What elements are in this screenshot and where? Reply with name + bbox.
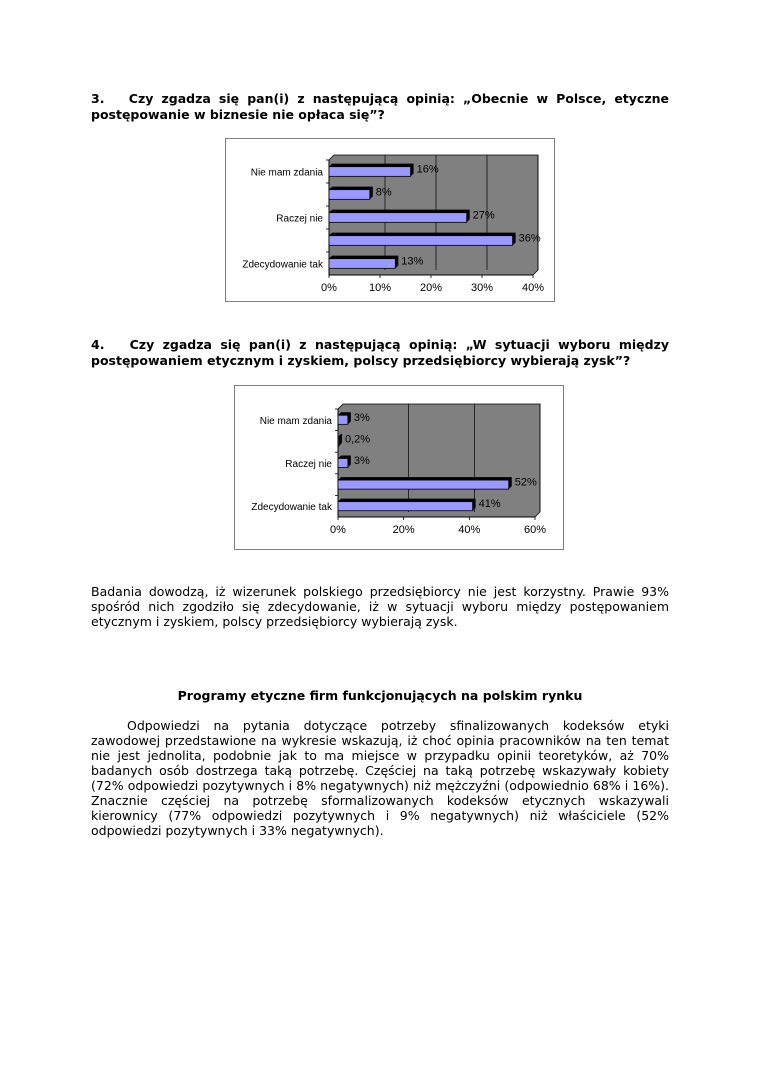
category-label: Zdecydowanie tak bbox=[242, 259, 323, 271]
bar bbox=[329, 259, 395, 269]
x-tick-label: 20% bbox=[392, 524, 415, 536]
x-tick-label: 0% bbox=[321, 282, 337, 294]
bar bbox=[329, 167, 411, 177]
x-tick-label: 40% bbox=[458, 524, 481, 536]
chart-q3 bbox=[226, 139, 554, 301]
data-label: 0,2% bbox=[345, 433, 371, 446]
x-tick-label: 20% bbox=[419, 282, 443, 294]
category-label: Zdecydowanie tak bbox=[251, 502, 332, 514]
section-paragraph: Odpowiedzi na pytania dotyczące potrzeby sfinalizowanych kodeksów etyki zawodowej przedstawione na wykresie wskazują, iż choć opinia pracowników na ten temat nie jest jednolita, podobnie jak to ma miejsce w przypadku opinii teoretyków, aż 70% badanych osób dostrzega taką potrzebę. Częściej na taką potrzebę wskazywały kobiety (72% odpowiedzi pozytywnych i 8% negatywnych) niż mężczyźni (odpowiednio 68% i 16%). Znacznie częściej na potrzebę sformalizowanych kodeksów etycznych wskazywali kierownicy (77% odpowiedzi pozytywnych i 9% negatywnych) niż właściciele (52% odpowiedzi pozytywnych i 33% negatywnych). bbox=[91, 718, 669, 838]
category-label: Nie mam zdania bbox=[259, 415, 332, 427]
question-4 bbox=[91, 337, 669, 369]
data-label: 13% bbox=[401, 255, 424, 268]
x-tick-label: 10% bbox=[368, 282, 392, 294]
data-label: 8% bbox=[375, 186, 392, 199]
question-3 bbox=[91, 91, 669, 123]
data-label: 52% bbox=[514, 476, 537, 489]
data-label: 36% bbox=[518, 232, 541, 245]
data-label: 16% bbox=[416, 163, 439, 176]
bar bbox=[338, 437, 339, 446]
chart-q4 bbox=[235, 386, 563, 549]
x-tick-label: 40% bbox=[521, 282, 545, 294]
bar bbox=[338, 502, 473, 511]
bar bbox=[329, 190, 370, 200]
chart-q4-frame bbox=[234, 385, 564, 550]
category-label: Raczej nie bbox=[285, 459, 332, 470]
question-3-text: Czy zgadza się pan(i) z następującą opinią: „Obecnie w Polsce, etyczne postępowanie w biznesie nie opłaca się”? bbox=[91, 91, 669, 122]
x-tick-label: 30% bbox=[470, 282, 494, 294]
bar bbox=[329, 213, 467, 223]
data-label: 3% bbox=[353, 411, 370, 424]
category-label: Nie mam zdania bbox=[250, 167, 323, 179]
bar bbox=[338, 480, 509, 489]
question-4-text: Czy zgadza się pan(i) z następującą opinią: „W sytuacji wyboru między postępowaniem etycznym i zyskiem, polscy przedsiębiorcy wybierają zysk”? bbox=[91, 337, 669, 368]
bar bbox=[338, 415, 348, 424]
bar bbox=[329, 236, 513, 246]
chart-q3-frame bbox=[225, 138, 555, 302]
conclusion-paragraph: Badania dowodzą, iż wizerunek polskiego przedsiębiorcy nie jest korzystny. Prawie 93% spośród nich zgodziło się zdecydowanie, iż w sytuacji wyboru między postępowaniem etycznym i zyskiem, polscy przedsiębiorcy wybierają zysk. bbox=[91, 584, 669, 629]
x-tick-label: 0% bbox=[330, 524, 346, 536]
question-4-number: 4. bbox=[91, 337, 105, 352]
bar bbox=[338, 458, 348, 467]
data-label: 27% bbox=[472, 209, 495, 222]
question-3-number: 3. bbox=[91, 91, 105, 106]
category-label: Raczej nie bbox=[276, 213, 323, 225]
data-label: 41% bbox=[478, 498, 501, 511]
section-heading: Programy etyczne firm funkcjonujących na polskim rynku bbox=[177, 688, 583, 703]
data-label: 3% bbox=[353, 455, 370, 467]
x-tick-label: 60% bbox=[523, 524, 547, 536]
